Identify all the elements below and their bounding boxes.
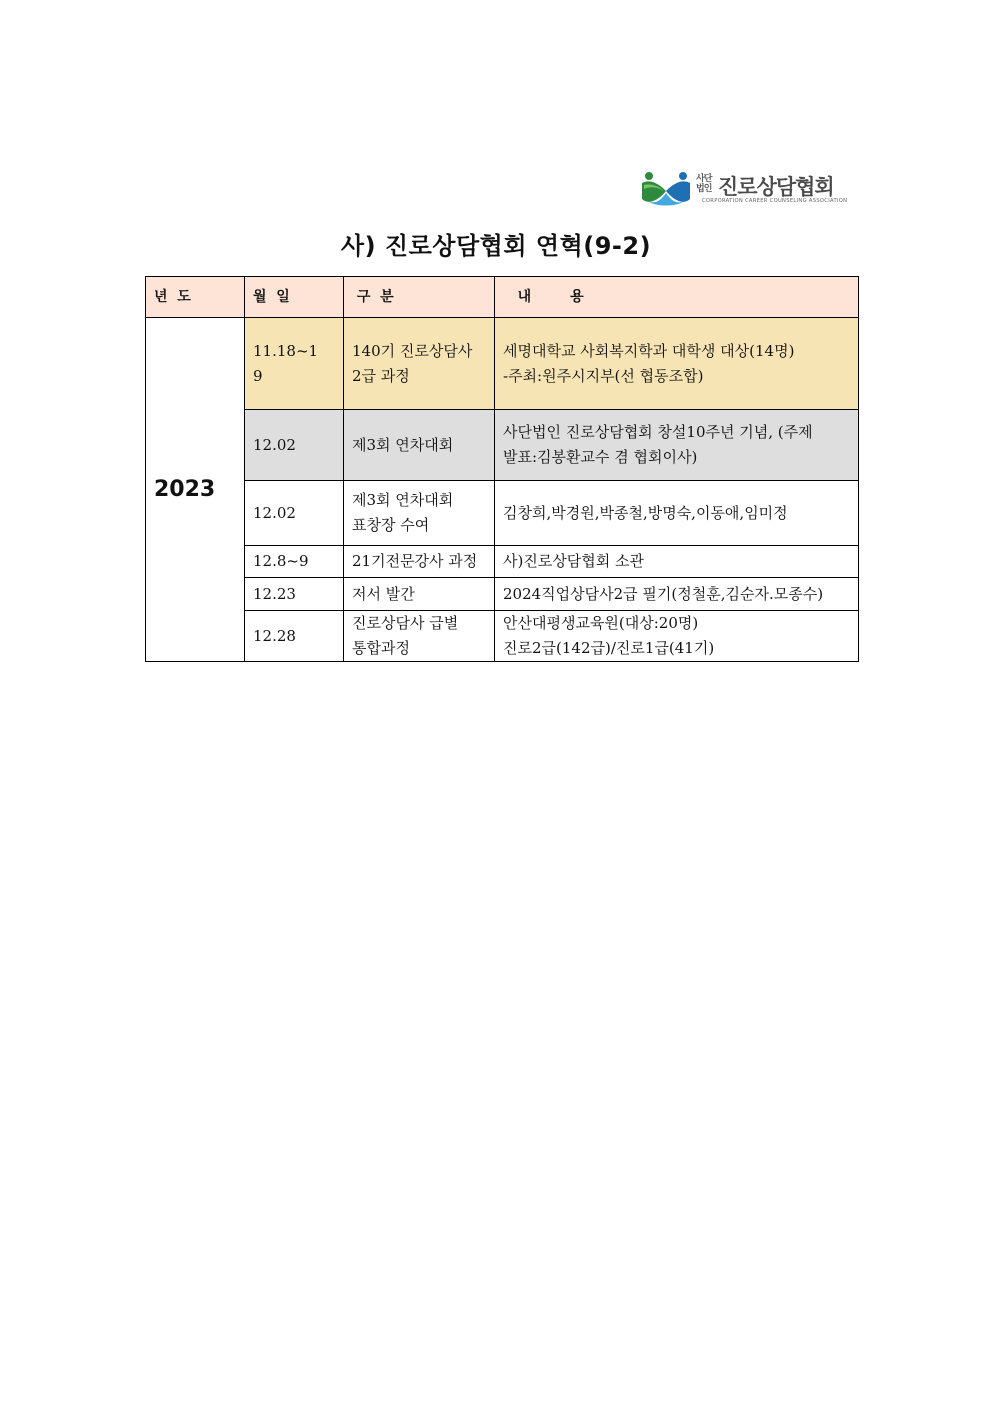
logo-small-text: 사단 법인 [696, 174, 712, 194]
content-cell: 2024직업상담사2급 필기(정철훈,김순자.모종수) [495, 578, 859, 611]
table-header-row [146, 277, 859, 318]
logo-emblem-icon [640, 171, 692, 207]
table-row [146, 546, 859, 578]
date-cell: 12.8~9 [245, 546, 344, 578]
date-cell: 12.02 [245, 481, 344, 546]
content-cell: 사단법인 진로상담협회 창설10주년 기념, (주제 발표:김봉환교수 겸 협회이사) [495, 410, 859, 481]
category-cell: 저서 발간 [344, 578, 495, 611]
page-title: 사) 진로상담협회 연혁(9-2) [340, 232, 652, 260]
category-cell: 140기 진로상담사 2급 과정 [344, 318, 495, 410]
header-content: 내 용 [495, 277, 859, 318]
content-cell: 사)진로상담협회 소관 [495, 546, 859, 578]
header-category: 구 분 [344, 277, 495, 318]
header-date: 월 일 [245, 277, 344, 318]
year-cell: 2023 [146, 318, 245, 662]
history-table [145, 276, 859, 662]
table-row [146, 410, 859, 481]
date-cell: 11.18~1 9 [245, 318, 344, 410]
category-cell: 제3회 연차대회 [344, 410, 495, 481]
date-cell: 12.28 [245, 611, 344, 662]
date-cell: 12.23 [245, 578, 344, 611]
table-row [146, 611, 859, 662]
logo-subtitle: CORPORATION CAREER COUNSELING ASSOCIATION [702, 198, 848, 204]
category-cell: 진로상담사 급별 통합과정 [344, 611, 495, 662]
category-cell: 제3회 연차대회 표창장 수여 [344, 481, 495, 546]
logo-name: 진로상담협회 [718, 175, 834, 199]
table-row [146, 578, 859, 611]
date-cell: 12.02 [245, 410, 344, 481]
table-row [146, 318, 859, 410]
category-cell: 21기전문강사 과정 [344, 546, 495, 578]
content-cell: 김창희,박경원,박종철,방명숙,이동애,임미정 [495, 481, 859, 546]
content-cell: 안산대평생교육원(대상:20명) 진로2급(142급)/진로1급(41기) [495, 611, 859, 662]
association-logo [640, 168, 860, 210]
table-row [146, 481, 859, 546]
header-year: 년 도 [146, 277, 245, 318]
content-cell: 세명대학교 사회복지학과 대학생 대상(14명) -주최:원주시지부(선 협동조합) [495, 318, 859, 410]
